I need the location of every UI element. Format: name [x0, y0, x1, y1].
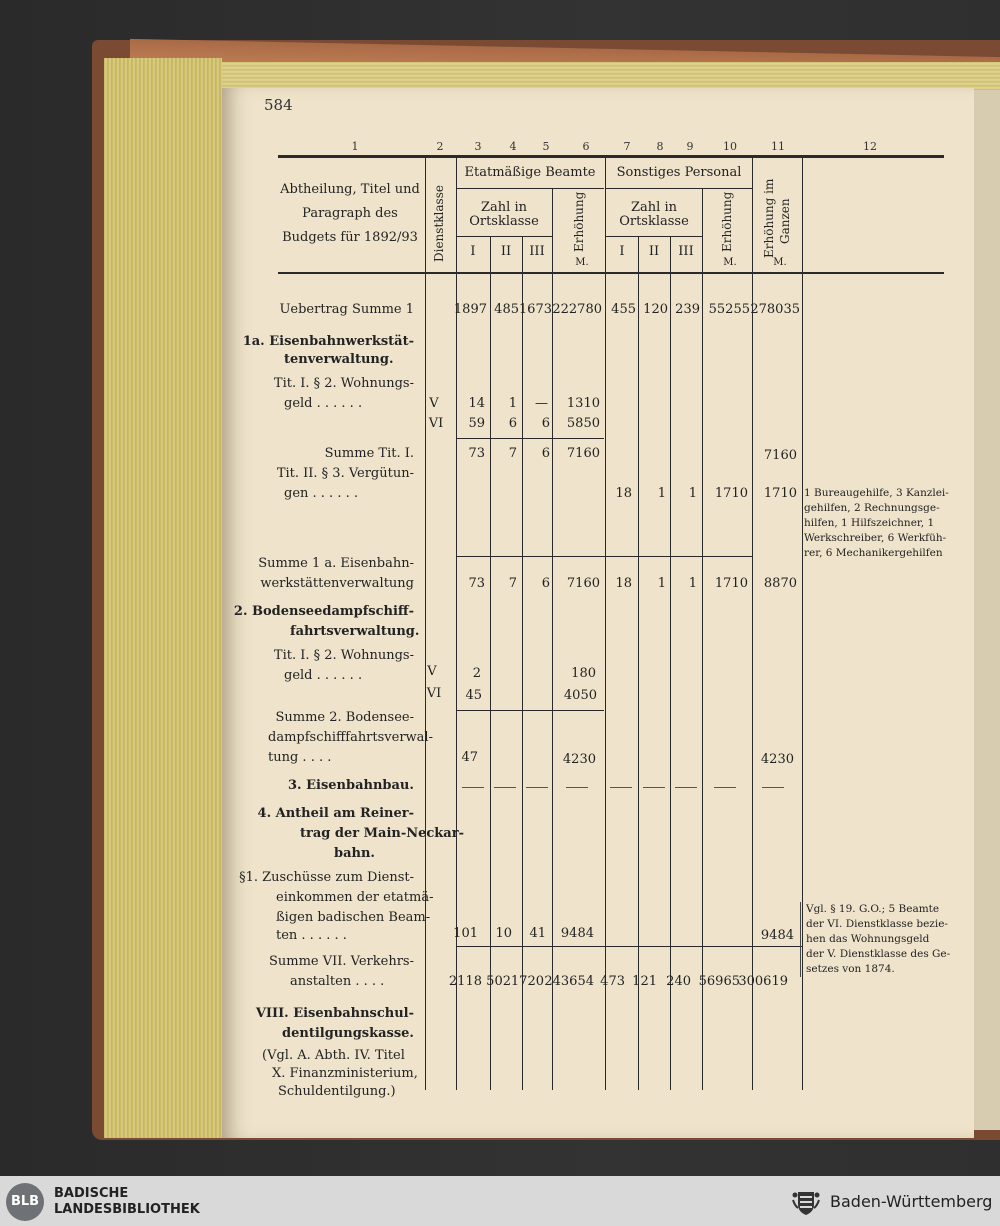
header-bottom-rule [278, 272, 944, 274]
cell: 73 [468, 576, 485, 591]
header-rule [606, 188, 752, 189]
cell: 73 [468, 446, 485, 461]
cell: 9484 [760, 928, 794, 943]
column-number: 4 [509, 140, 517, 153]
header-ortsklasse: Ortsklasse [469, 214, 539, 229]
section-heading: 2. Bodenseedampfschiff- [233, 604, 414, 619]
cell: 101 [453, 926, 478, 941]
header-erhoehung: Erhöhung [720, 191, 734, 252]
header-ortsklasse-i: I [470, 244, 476, 259]
row-label: Summe Tit. I. [324, 446, 414, 461]
empty-dash [714, 787, 736, 788]
cell: 59 [468, 416, 485, 431]
row-label: ten . . . . . . [276, 928, 347, 943]
header-rule [606, 236, 702, 237]
column-rule [522, 236, 523, 1090]
column-number: 8 [656, 140, 664, 153]
empty-dash [462, 787, 484, 788]
header-rule [456, 236, 552, 237]
header-zahl: Zahl in [481, 200, 527, 215]
header-ortsklasse-ii: II [500, 244, 512, 259]
sum-rule [456, 438, 604, 439]
page-block-edge [104, 58, 222, 1138]
header-col1-line: Paragraph des [302, 206, 398, 221]
footer-bar [0, 1176, 1000, 1226]
cell: 7160 [566, 446, 600, 461]
row-label: werkstättenverwaltung [260, 576, 414, 591]
cell: 7 [508, 446, 517, 461]
cell: 56965 [698, 974, 740, 989]
header-erhoehung-im-ganzen: Erhöhung im [762, 178, 776, 258]
cell: 1710 [763, 486, 797, 501]
column-number: 9 [686, 140, 694, 153]
column-number: 1 [351, 140, 359, 153]
cell: 18 [615, 486, 632, 501]
row-label: Summe VII. Verkehrs- [268, 954, 414, 969]
cell: 1897 [453, 302, 487, 317]
cell: 9484 [560, 926, 594, 941]
header-unit: M. [723, 257, 737, 268]
sum-rule [456, 710, 604, 711]
row-label: Summe 1 a. Eisenbahn- [258, 556, 414, 571]
row-label: anstalten . . . . [290, 974, 385, 989]
column-rule [638, 236, 639, 1090]
empty-dash [610, 787, 632, 788]
cell: VI [426, 686, 442, 701]
column-number: 11 [771, 140, 785, 153]
baden-wuerttemberg-name[interactable]: Baden-Württemberg [830, 1192, 993, 1211]
row-label: Uebertrag Summe 1 [279, 302, 414, 317]
column-number: 6 [582, 140, 590, 153]
cell: 180 [571, 666, 596, 681]
cell: 300619 [738, 974, 788, 989]
section-heading: 4. Antheil am Reiner- [257, 806, 414, 821]
section-heading: dentilgungskasse. [282, 1026, 414, 1041]
row-label: geld . . . . . . [284, 396, 363, 411]
row-label: §1. Zuschüsse zum Dienst- [239, 870, 414, 885]
header-ortsklasse: Ortsklasse [619, 214, 689, 229]
cell: 1 [688, 486, 697, 501]
cell: 55255 [708, 302, 750, 317]
section-heading: tenverwaltung. [284, 352, 394, 367]
cell: 7160 [566, 576, 600, 591]
header-sonstiges-personal: Sonstiges Personal [616, 165, 742, 180]
header-unit: M. [773, 257, 787, 268]
header-col1-line: Abtheilung, Titel und [280, 182, 420, 197]
cell: 6 [541, 446, 550, 461]
header-ortsklasse-i: I [619, 244, 625, 259]
column-number: 12 [863, 140, 877, 153]
column-rule [670, 236, 671, 1090]
header-erhoehung: Erhöhung [572, 191, 586, 252]
row-note: X. Finanzministerium, [272, 1066, 418, 1081]
sum-rule [456, 556, 752, 557]
row-label: ßigen badischen Beam- [276, 910, 431, 925]
cell: 7160 [763, 448, 797, 463]
cell: 1 [657, 576, 666, 591]
cell: 1 [508, 396, 517, 411]
row-label: dampfschifffahrtsverwal- [268, 730, 433, 745]
cell: 4230 [760, 752, 794, 767]
cell: 6 [541, 416, 550, 431]
column-number: 7 [623, 140, 631, 153]
cell: 121 [632, 974, 657, 989]
empty-dash [494, 787, 516, 788]
empty-dash [675, 787, 697, 788]
cell: 502 [486, 974, 511, 989]
page-number: 584 [264, 96, 293, 114]
empty-dash [526, 787, 548, 788]
row-label: gen . . . . . . [284, 486, 358, 501]
cell: 6 [508, 416, 517, 431]
header-col1-line: Budgets für 1892/93 [282, 230, 418, 245]
column-rule [490, 236, 491, 1090]
row-label: tung . . . . [268, 750, 332, 765]
cell: 1720 [510, 974, 544, 989]
cell: 473 [600, 974, 625, 989]
next-page-edge [974, 90, 1000, 1130]
cell: 2118 [448, 974, 482, 989]
cell: 1 [657, 486, 666, 501]
cell: 240 [666, 974, 691, 989]
section-heading: 3. Eisenbahnbau. [288, 778, 414, 793]
header-ortsklasse-iii: III [529, 244, 545, 259]
section-heading: bahn. [334, 846, 375, 861]
column-number: 10 [723, 140, 737, 153]
column-number: 3 [474, 140, 482, 153]
row-label: Tit. I. § 2. Wohnungs- [273, 648, 414, 663]
cell: 222780 [552, 302, 602, 317]
row-label: Summe 2. Bodensee- [275, 710, 414, 725]
cell: 1310 [566, 396, 600, 411]
blb-name[interactable]: BADISCHE LANDESBIBLIOTHEK [54, 1186, 200, 1217]
header-rule [456, 188, 604, 189]
cell: 4050 [563, 688, 597, 703]
header-dienstklasse: Dienstklasse [432, 185, 446, 262]
coat-of-arms-icon [790, 1186, 822, 1218]
column-rule [702, 188, 703, 1090]
row-label: geld . . . . . . [284, 668, 363, 683]
cell: 7 [508, 576, 517, 591]
header-ortsklasse-iii: III [678, 244, 694, 259]
cell: 8870 [763, 576, 797, 591]
empty-dash [643, 787, 665, 788]
cell: 6 [541, 576, 550, 591]
cell: 10 [495, 926, 512, 941]
sum-rule [456, 946, 802, 947]
column-rule [552, 188, 553, 1090]
cell: 4230 [562, 752, 596, 767]
cell: — [535, 396, 548, 411]
row-label: Tit. II. § 3. Vergütun- [276, 466, 414, 481]
section-heading: 1a. Eisenbahnwerkstät- [242, 334, 414, 349]
section-heading: VIII. Eisenbahnschul- [255, 1006, 414, 1021]
cell: 47 [461, 750, 478, 765]
cell: 455 [611, 302, 636, 317]
column-number: 5 [542, 140, 550, 153]
header-erhoehung-im-ganzen: Ganzen [778, 198, 792, 244]
cell: 5850 [566, 416, 600, 431]
blb-logo[interactable]: BLB [6, 1183, 44, 1221]
column-rule [752, 158, 753, 1090]
header-unit: M. [575, 257, 589, 268]
cell: 243654 [544, 974, 594, 989]
cell: 1710 [714, 576, 748, 591]
row-note: (Vgl. A. Abth. IV. Titel [262, 1048, 405, 1063]
cell: 485 [494, 302, 519, 317]
section-heading: fahrtsverwaltung. [290, 624, 420, 639]
remark-personnel: 1 Bureaugehilfe, 3 Kanzlei- gehilfen, 2 Rechnungsge- hilfen, 1 Hilfszeichner, 1 Werkschreiber, 6 Werkfüh- rer, 6 Mechanikergehilfen [804, 487, 949, 559]
cell: 239 [675, 302, 700, 317]
row-note: Schuldentilgung.) [278, 1084, 396, 1099]
row-label: Tit. I. § 2. Wohnungs- [273, 376, 414, 391]
column-rule [456, 158, 457, 1090]
column-number: 2 [436, 140, 444, 153]
cell: 1673 [518, 302, 552, 317]
cell: 41 [529, 926, 546, 941]
remark-wohnungsgeld: Vgl. § 19. G.O.; 5 Beamte der VI. Dienstklasse bezie- hen das Wohnungsgeld der V. Dienstklasse des Ge- setzes von 1874. [800, 902, 950, 977]
empty-dash [566, 787, 588, 788]
cell: V [429, 396, 439, 411]
cell: 278035 [750, 302, 800, 317]
empty-dash [762, 787, 784, 788]
header-etatmaessige-beamte: Etatmäßige Beamte [464, 165, 596, 180]
cell: 120 [643, 302, 668, 317]
table-top-rule [278, 155, 944, 158]
section-heading: trag der Main-Neckar- [300, 826, 464, 841]
cell: 14 [468, 396, 485, 411]
header-zahl: Zahl in [631, 200, 677, 215]
cell: V [427, 664, 437, 679]
cell: 45 [465, 688, 482, 703]
column-rule [425, 158, 426, 1090]
cell: VI [428, 416, 444, 431]
column-rule [605, 158, 606, 1090]
header-ortsklasse-ii: II [648, 244, 660, 259]
cell: 2 [472, 666, 481, 681]
cell: 1710 [714, 486, 748, 501]
cell: 1 [688, 576, 697, 591]
cell: 18 [615, 576, 632, 591]
row-label: einkommen der etatmä- [276, 890, 434, 905]
